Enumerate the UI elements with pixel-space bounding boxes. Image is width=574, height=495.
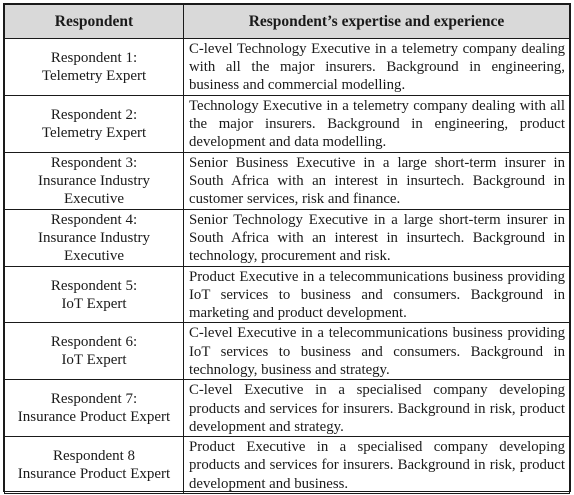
table-row [5, 380, 570, 437]
table-row [5, 209, 570, 266]
respondent-label-line: Telemetry Expert [41, 67, 147, 84]
table-row [5, 39, 570, 96]
respondent-label-line: Respondent 3: [50, 154, 138, 171]
experience-cell: Product Executive in a specialised company developing products and services for insurers. Background in risk, product development and business. [184, 437, 570, 494]
experience-cell: C-level Executive in a specialised company developing products and services for insurers. Background in risk, product development and strategy. [184, 380, 570, 437]
respondent-label-line: Executive [64, 190, 124, 207]
table-row [5, 266, 570, 323]
respondent-cell [5, 437, 184, 494]
table-row [5, 323, 570, 380]
respondent-label-line: Respondent 5: [50, 277, 138, 294]
respondent-label-line: Executive [64, 247, 124, 264]
table-row [5, 95, 570, 152]
header-respondent: Respondent [5, 5, 184, 39]
experience-cell: Senior Technology Executive in a large short-term insurer in South Africa with an interest in insurtech. Background in technology, procurement and risk. [184, 209, 570, 266]
respondent-label-line: Respondent 2: [50, 106, 138, 123]
table-body [5, 39, 570, 494]
table-header-row [5, 5, 570, 39]
respondent-cell [5, 380, 184, 437]
respondent-cell [5, 39, 184, 96]
respondent-label-line: Respondent 7: [50, 391, 138, 408]
experience-cell: Product Executive in a telecommunications business providing IoT services to business and consumers. Background in marketing and product development. [184, 266, 570, 323]
header-expertise: Respondent’s expertise and experience [184, 5, 570, 39]
respondent-label-line: Insurance Product Expert [17, 409, 171, 426]
table-row [5, 152, 570, 209]
respondent-label-line: Telemetry Expert [41, 124, 147, 141]
respondent-label-line: Respondent 6: [50, 334, 138, 351]
experience-cell: C-level Executive in a telecommunications business providing IoT services to business and consumers. Background in technology, business and strategy. [184, 323, 570, 380]
respondent-label-line: Insurance Industry [37, 229, 151, 246]
respondent-label-line: Respondent 8 [52, 448, 136, 465]
respondent-cell [5, 323, 184, 380]
respondent-cell [5, 209, 184, 266]
respondents-table-frame [3, 3, 571, 492]
respondent-label-line: Respondent 4: [50, 211, 138, 228]
respondent-cell [5, 152, 184, 209]
respondent-label-line: Insurance Product Expert [17, 466, 171, 483]
respondent-label-line: IoT Expert [61, 295, 127, 312]
respondent-cell [5, 266, 184, 323]
respondent-label-line: IoT Expert [61, 352, 127, 369]
respondent-cell [5, 95, 184, 152]
respondent-label-line: Insurance Industry [37, 172, 151, 189]
experience-cell: Technology Executive in a telemetry company dealing with all the major insurers. Background in engineering, product development and data modelling. [184, 95, 570, 152]
respondents-table [4, 4, 570, 494]
experience-cell: C-level Technology Executive in a telemetry company dealing with all the major insurers. Background in engineering, business and commercial modelling. [184, 39, 570, 96]
table-row [5, 437, 570, 494]
respondent-label-line: Respondent 1: [50, 49, 138, 66]
experience-cell: Senior Business Executive in a large short-term insurer in South Africa with an interest in insurtech. Background in customer services, risk and finance. [184, 152, 570, 209]
